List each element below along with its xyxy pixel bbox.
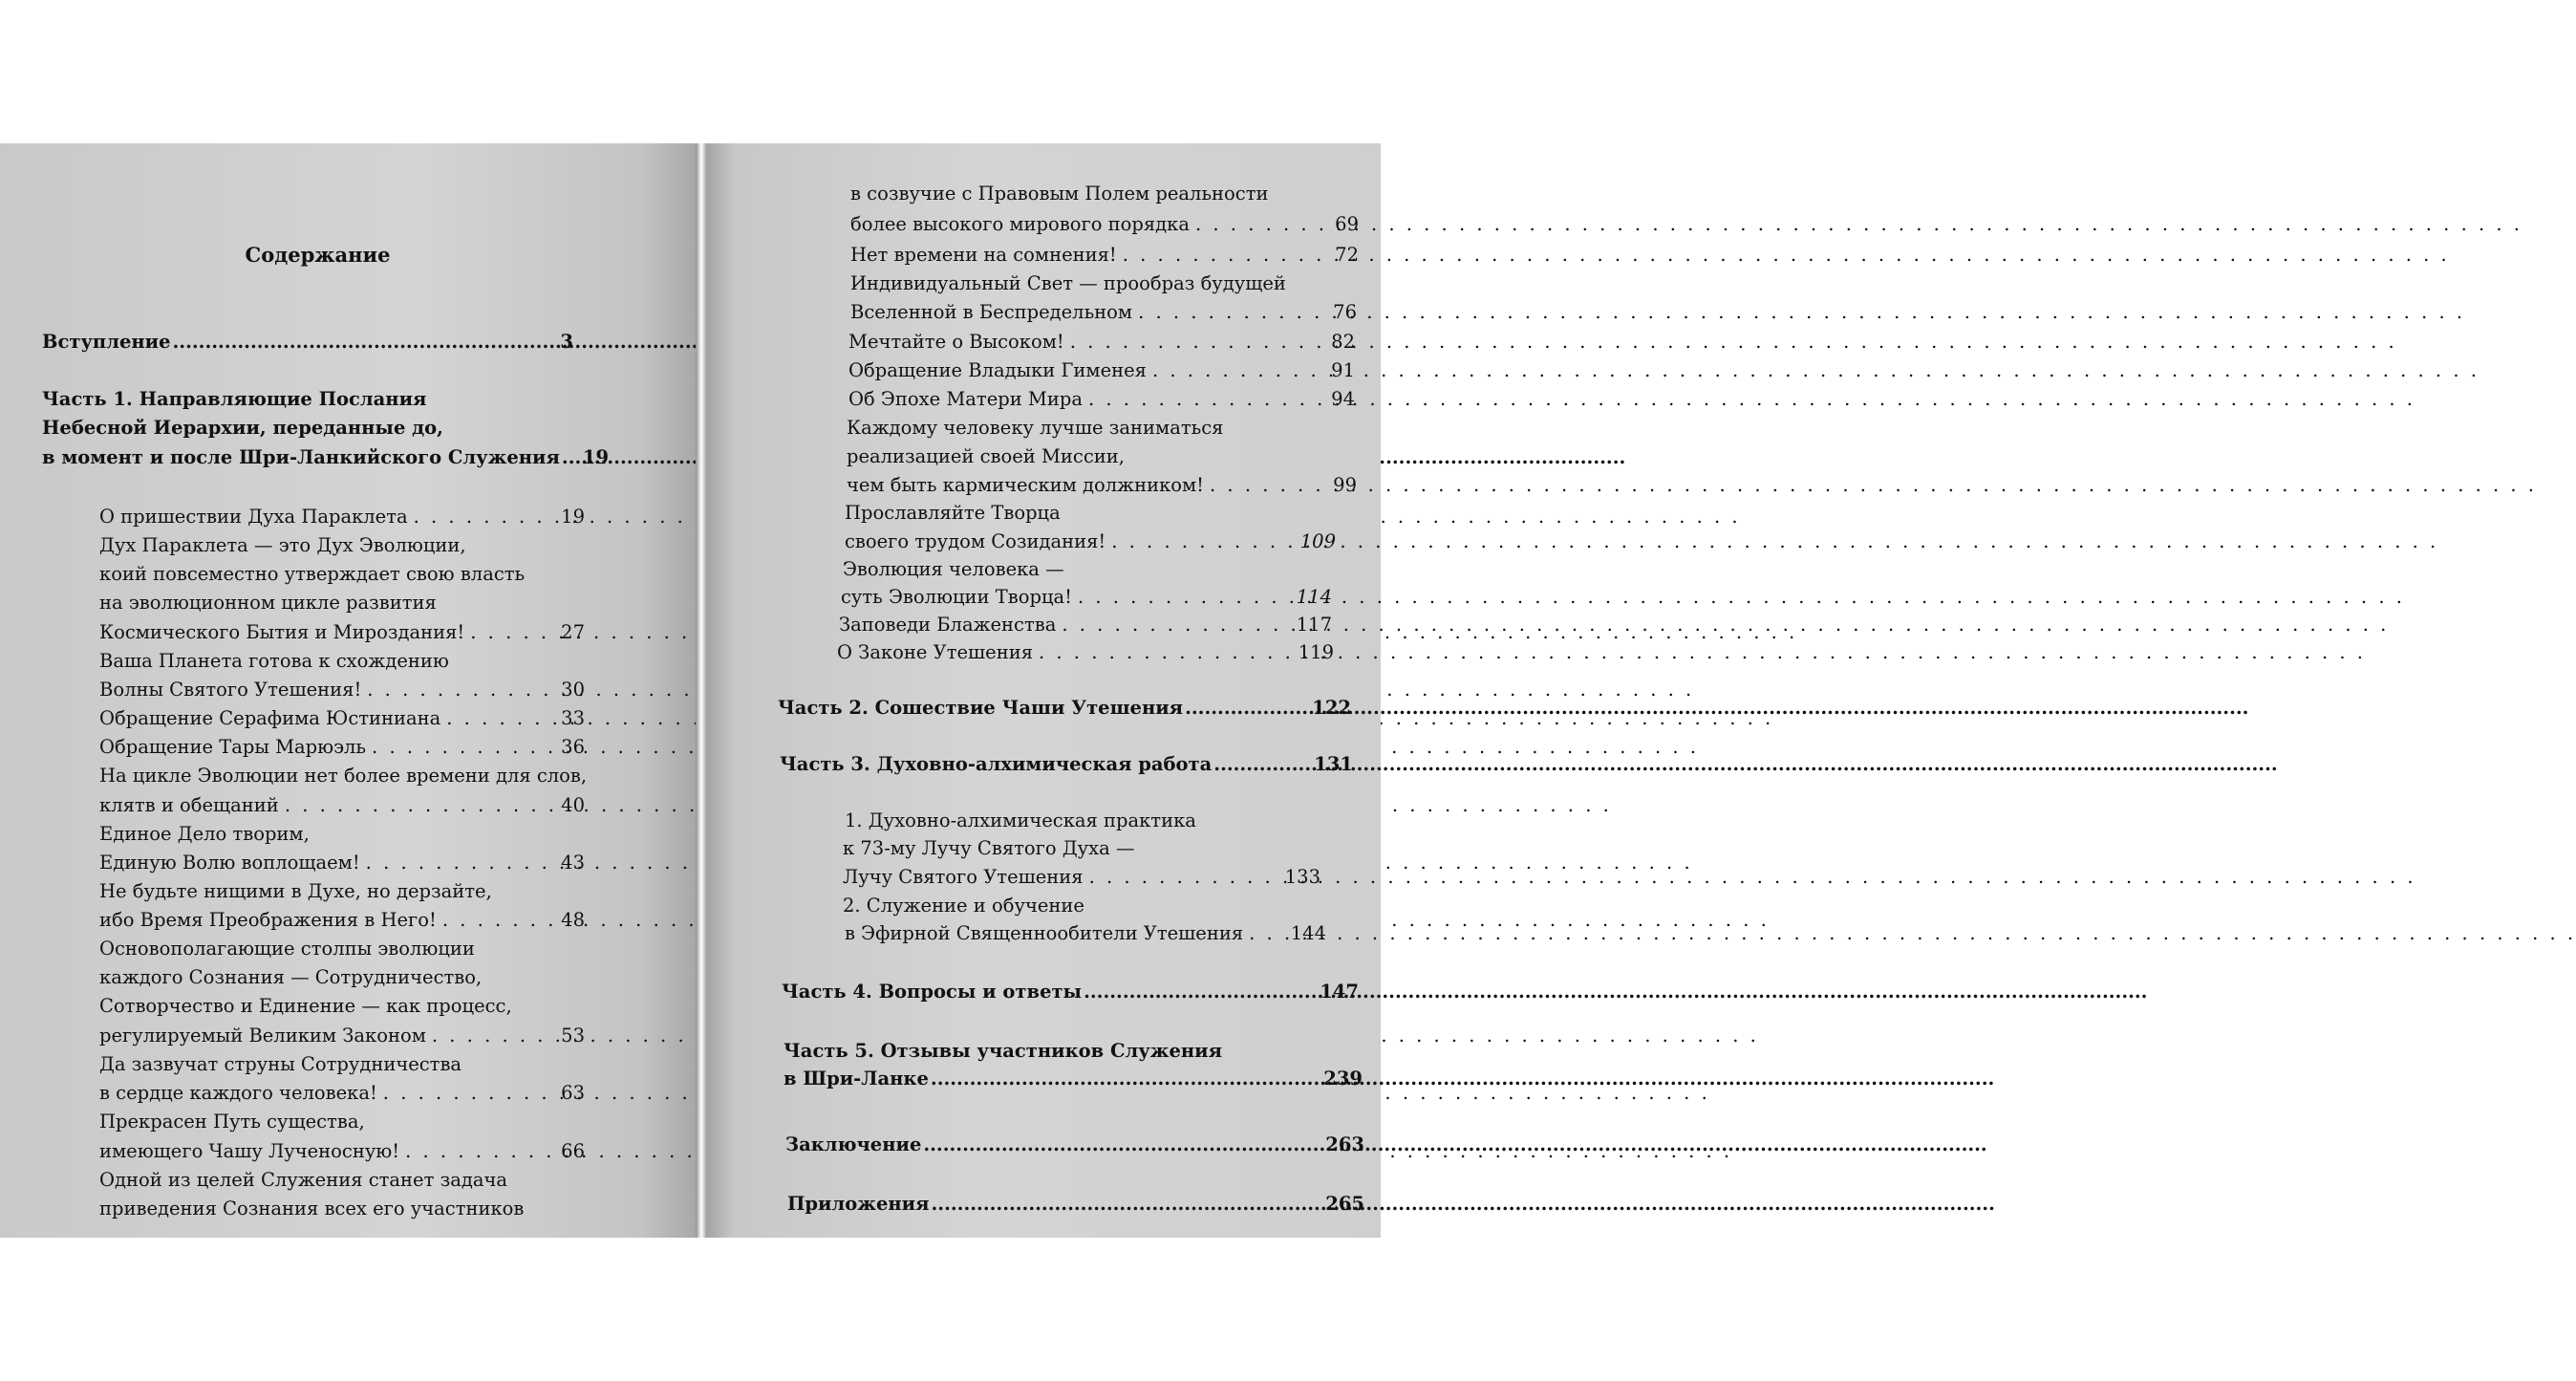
toc-page-number: 82	[1331, 331, 1355, 353]
toc-entry-title: в Эфирной Священнообители Утешения	[845, 922, 1244, 944]
toc-entry	[99, 1079, 585, 1108]
toc-entry-part4	[782, 978, 1359, 1006]
toc-entry	[848, 356, 1355, 385]
toc-entry-title: Приложения	[787, 1193, 930, 1215]
toc-leader-dots	[432, 1022, 555, 1050]
toc-leader-dots	[1152, 356, 1325, 385]
toc-page-number: 114	[1296, 586, 1332, 608]
toc-entry	[850, 210, 1359, 239]
toc-leader-dots	[1123, 241, 1329, 270]
toc-leader-dots	[1089, 863, 1279, 892]
toc-page-number: 91	[1331, 359, 1355, 381]
toc-entry-title: имеющего Чашу Лученосную!	[99, 1140, 400, 1162]
toc-entry-title: Вступление	[42, 331, 171, 353]
toc-entry	[848, 328, 1355, 356]
toc-leader-dots	[1195, 210, 1329, 239]
toc-entry-part5	[784, 1065, 1363, 1093]
toc-page-number: 265	[1325, 1193, 1364, 1215]
toc-leader-dots	[173, 328, 559, 356]
toc-page-number: 33	[561, 707, 585, 729]
toc-entry	[847, 471, 1357, 500]
toc-entry	[850, 298, 1357, 327]
toc-leader-dots	[414, 503, 556, 531]
toc-entry-title: Обращение Серафима Юстиниана	[99, 707, 441, 729]
toc-entry-title: Единую Волю воплощаем!	[99, 852, 360, 874]
toc-page-number: 40	[561, 794, 585, 816]
toc-leader-dots	[446, 704, 555, 733]
toc-leader-dots	[1213, 750, 1312, 779]
toc-leader-dots	[1088, 385, 1325, 414]
toc-entry-title: Нет времени на сомнения!	[850, 244, 1117, 266]
toc-leader-dots	[442, 906, 555, 935]
toc-entry-title: чем быть кармическим должником!	[847, 474, 1205, 496]
toc-entry-line: 2. Служение и обучение	[843, 895, 1084, 917]
toc-entry-title: регулируемый Великим Законом	[99, 1025, 426, 1047]
toc-page-number: 36	[561, 736, 585, 758]
toc-entry-title: Космического Бытия и Мироздания!	[99, 621, 465, 643]
left-page	[0, 143, 696, 1238]
toc-entry	[99, 906, 585, 935]
toc-leader-dots	[367, 676, 555, 704]
toc-entry-line: коий повсеместно утверждает свою власть	[99, 563, 526, 585]
toc-entry	[99, 733, 585, 762]
toc-entry-title: Мечтайте о Высоком!	[848, 331, 1064, 353]
toc-entry-part1-line2: Небесной Иерархии, переданные до,	[42, 417, 443, 439]
toc-entry-title: Заповеди Блаженства	[839, 614, 1057, 636]
toc-leader-dots	[1062, 611, 1290, 639]
toc-entry	[99, 503, 585, 531]
right-page	[707, 143, 1381, 1238]
toc-entry-part5-line1: Часть 5. Отзывы участников Служения	[784, 1040, 1223, 1062]
toc-entry	[99, 618, 585, 647]
toc-leader-dots	[372, 733, 555, 762]
toc-leader-dots	[1078, 583, 1291, 612]
toc-leader-dots	[1185, 694, 1310, 723]
toc-entry-title: Обращение Владыки Гименея	[848, 359, 1147, 381]
toc-entry-title: Часть 3. Духовно-алхимическая работа	[780, 753, 1213, 775]
toc-entry-line: Индивидуальный Свет — прообраз будущей	[850, 272, 1286, 294]
toc-entry-line: Да зазвучат струны Сотрудничества	[99, 1053, 462, 1075]
toc-entry-title: Лучу Святого Утешения	[843, 866, 1084, 888]
toc-entry-title: Часть 4. Вопросы и ответы	[782, 981, 1083, 1003]
toc-page-number: 144	[1290, 922, 1326, 944]
toc-entry-part1-line1: Часть 1. Направляющие Послания	[42, 388, 427, 410]
toc-leader-dots	[1070, 328, 1325, 356]
book-gutter	[696, 143, 707, 1238]
toc-entry	[99, 1137, 585, 1166]
toc-entry-title: О пришествии Духа Параклета	[99, 506, 408, 528]
toc-leader-dots	[562, 443, 581, 472]
toc-entry	[850, 241, 1359, 270]
toc-entry-title: в Шри-Ланке	[784, 1068, 929, 1090]
toc-entry-title: Часть 2. Сошествие Чаши Утешения	[778, 697, 1184, 719]
toc-leader-dots	[932, 1190, 1324, 1219]
toc-page-number: 19	[582, 446, 610, 468]
toc-entry-introduction	[42, 328, 573, 356]
toc-entry-conclusion	[785, 1131, 1364, 1159]
toc-leader-dots	[1210, 471, 1327, 500]
toc-leader-dots	[470, 618, 555, 647]
toc-page-number: 53	[561, 1025, 585, 1047]
toc-entry-title: ибо Время Преображения в Него!	[99, 909, 437, 931]
toc-entry-title: клятв и обещаний	[99, 794, 279, 816]
toc-entry-title: Об Эпохе Матери Мира	[848, 388, 1083, 410]
toc-entry-line: Эволюция человека —	[843, 558, 1064, 580]
toc-entry-line: в созвучие с Правовым Полем реальности	[850, 183, 1269, 205]
toc-entry-part3	[780, 750, 1353, 779]
toc-entry-line: На цикле Эволюции нет более времени для слов,	[99, 765, 588, 787]
toc-entry	[99, 791, 585, 820]
toc-entry-title: в момент и после Шри-Ланкийского Служения	[42, 446, 560, 468]
toc-entry-title: более высокого мирового порядка	[850, 213, 1190, 235]
toc-leader-dots	[405, 1137, 555, 1166]
toc-page-number: 43	[561, 852, 585, 874]
toc-entry-title: в сердце каждого человека!	[99, 1082, 377, 1104]
toc-page-number: 94	[1331, 388, 1355, 410]
toc-entry	[848, 385, 1355, 414]
toc-entry-title: Вселенной в Беспредельном	[850, 301, 1133, 323]
toc-page-number: 263	[1325, 1133, 1364, 1155]
toc-leader-dots	[1039, 638, 1293, 667]
toc-entry	[845, 919, 1326, 948]
toc-entry-part1	[42, 443, 610, 472]
toc-entry-title: Заключение	[785, 1133, 922, 1155]
toc-leader-dots	[1084, 978, 1318, 1006]
toc-entry-line: каждого Сознания — Сотрудничество,	[99, 966, 483, 988]
toc-entry-line: на эволюционном цикле развития	[99, 592, 437, 614]
toc-page-number: 99	[1333, 474, 1357, 496]
toc-entry-title: О Законе Утешения	[837, 641, 1034, 663]
toc-entry	[99, 676, 585, 704]
toc-page-number: 48	[561, 909, 585, 931]
toc-leader-dots	[1249, 919, 1285, 948]
toc-entry-title: своего трудом Созидания!	[845, 530, 1106, 552]
toc-leader-dots	[285, 791, 555, 820]
toc-entry-line: реализацией своей Миссии,	[847, 445, 1125, 467]
toc-leader-dots	[366, 849, 556, 877]
toc-page-number: 147	[1320, 981, 1359, 1003]
toc-entry	[841, 583, 1332, 612]
toc-leader-dots	[1111, 528, 1295, 556]
toc-entry-title: суть Эволюции Творца!	[841, 586, 1072, 608]
toc-page-number: 19	[561, 506, 585, 528]
toc-entry-line: 1. Духовно-алхимическая практика	[845, 809, 1196, 831]
toc-page-number: 66	[561, 1140, 585, 1162]
toc-entry-line: Одной из целей Служения станет задача	[99, 1169, 507, 1191]
toc-page-number: 3	[560, 331, 573, 353]
toc-entry	[99, 849, 585, 877]
toc-title: Содержание	[245, 243, 391, 267]
toc-page-number: 72	[1335, 244, 1359, 266]
toc-page-number: 117	[1296, 614, 1332, 636]
toc-entry-part2	[778, 694, 1351, 723]
toc-entry-line: Единое Дело творим,	[99, 823, 310, 845]
toc-leader-dots	[1138, 298, 1327, 327]
toc-page-number: 63	[561, 1082, 585, 1104]
toc-page-number: 239	[1323, 1068, 1363, 1090]
toc-entry-line: Каждому человеку лучше заниматься	[847, 417, 1224, 439]
toc-leader-dots	[923, 1131, 1323, 1159]
toc-leader-dots	[931, 1065, 1321, 1093]
toc-page-number: 27	[561, 621, 585, 643]
toc-page-number: 133	[1284, 866, 1320, 888]
toc-entry-line: к 73-му Лучу Святого Духа —	[843, 837, 1135, 859]
toc-page-number: 109	[1299, 530, 1336, 552]
toc-entry-line: Дух Параклета — это Дух Эволюции,	[99, 534, 466, 556]
toc-entry	[839, 611, 1332, 639]
toc-entry-appendices	[787, 1190, 1364, 1219]
toc-entry	[99, 1022, 585, 1050]
toc-page-number: 76	[1333, 301, 1357, 323]
toc-page-number: 69	[1335, 213, 1359, 235]
toc-entry	[845, 528, 1336, 556]
toc-entry	[99, 704, 585, 733]
toc-page-number: 119	[1298, 641, 1334, 663]
toc-entry-title: Волны Святого Утешения!	[99, 679, 362, 701]
toc-page-number: 131	[1314, 753, 1353, 775]
toc-entry-line: Прекрасен Путь существа,	[99, 1111, 365, 1133]
toc-entry-line: Прославляйте Творца	[845, 502, 1061, 524]
toc-page-number: 30	[561, 679, 585, 701]
toc-leader-dots	[383, 1079, 555, 1108]
toc-entry-title: Обращение Тары Марюэль	[99, 736, 367, 758]
toc-entry-line: Основополагающие столпы эволюции	[99, 938, 475, 960]
toc-page-number: 122	[1312, 697, 1351, 719]
toc-entry-line: Ваша Планета готова к схождению	[99, 650, 449, 672]
toc-entry	[843, 863, 1320, 892]
toc-entry-line: приведения Сознания всех его участников	[99, 1198, 525, 1219]
toc-entry-line: Не будьте нищими в Духе, но дерзайте,	[99, 880, 492, 902]
toc-entry-line: Сотворчество и Единение — как процесс,	[99, 995, 512, 1017]
toc-entry	[837, 638, 1334, 667]
